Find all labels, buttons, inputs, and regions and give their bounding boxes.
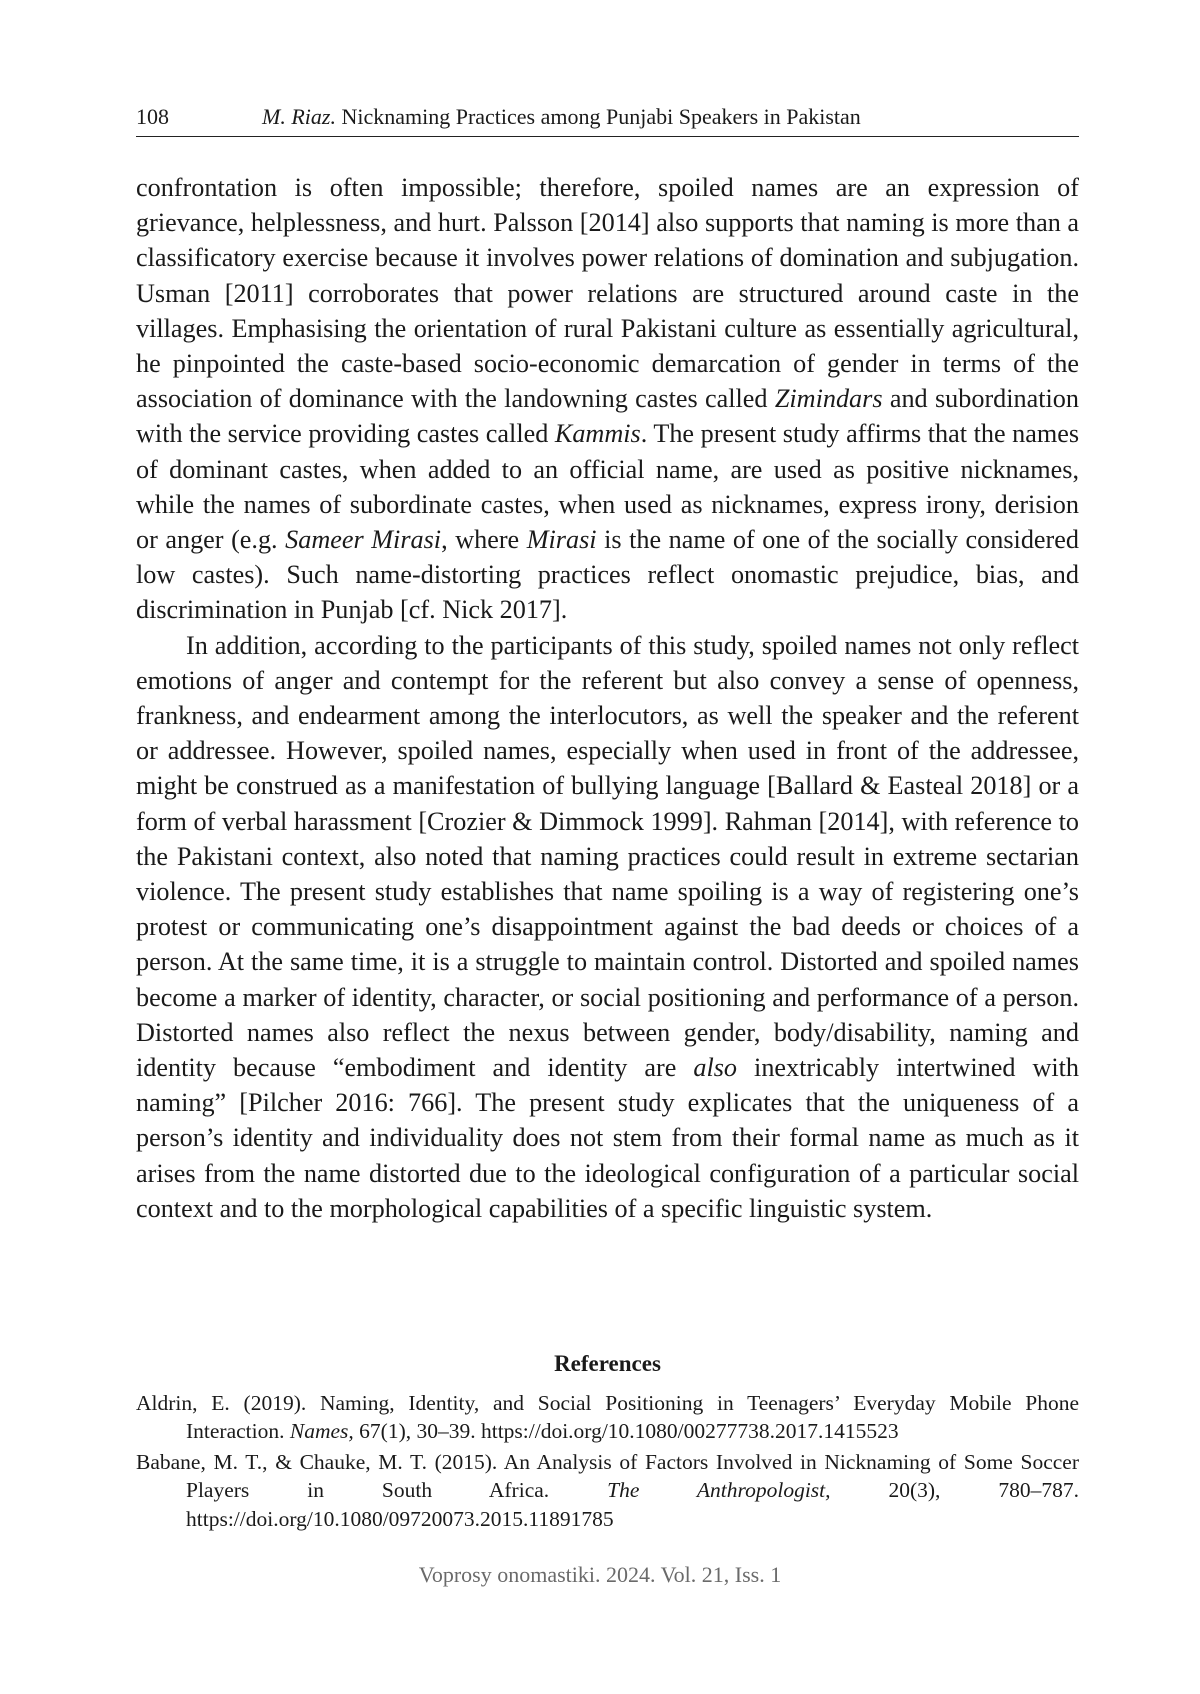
- paragraph: [136, 628, 1079, 1226]
- italic-text: Sameer Mirasi: [285, 525, 442, 555]
- italic-text: Mirasi: [526, 525, 597, 555]
- italic-text: Kammis: [554, 419, 641, 449]
- text-run: In addition, according to the participants of this study, spoiled names not only reflect emotions of anger and contempt for the referent but also convey a sense of openness, frankness, and endearment among the interlocutors, as well the speaker and the referent or addressee. However, spoiled names, especially when used in front of the addressee, might be construed as a manifestation of bullying language [Ballard & Easteal 2018] or a form of verbal harassment [Crozier & Dimmock 1999]. Rahman [2014], with reference to the Pakistani context, also noted that naming practices could result in extreme sectarian violence. The present study establishes that name spoiling is a way of registering one’s protest or communicating one’s disappointment against the bad deeds or choices of a person. At the same time, it is a struggle to maintain control. Distorted and spoiled names become a marker of identity, character, or social positioning and performance of a person. Distorted names also reflect the nexus between gender, body/disability, naming and identity because “embodiment and identity are: [136, 630, 1079, 1083]
- text-run: Babane, M. T., & Chauke, M. T. (2015). An Analysis of Factors Involved in Nicknaming of Some Soccer Players in South Africa.: [136, 1449, 1079, 1502]
- paragraph: [136, 170, 1079, 628]
- text-run: confrontation is often impossible; therefore, spoiled names are an expression of grievance, helplessness, and hurt. Palsson [2014] also supports that naming is more than a classificatory exercise because it involves power relations of domination and subjugation. Usman [2011] corroborates that power relations are structured around caste in the villages. Emphasising the orientation of rural Pakistani culture as essentially agricultural, he pinpointed the caste-based socio-economic demarcation of gender in terms of the association of dominance with the landowning castes called: [136, 173, 1079, 414]
- text-run: Aldrin, E. (2019). Naming, Identity, and Social Positioning in Teenagers’ Everyday Mobile Phone Interaction.: [136, 1390, 1079, 1443]
- reference-entry: [136, 1448, 1079, 1534]
- italic-text: Names,: [289, 1419, 354, 1443]
- running-title-text: Nicknaming Practices among Punjabi Speakers in Pakistan: [341, 104, 861, 129]
- text-run: inextricably intertwined with naming” [Pilcher 2016: 766]. The present study explicates that the uniqueness of a person’s identity and individuality does not stem from their formal name as much as it arises from the name distorted due to the ideological configuration of a particular social context and to the morphological capabilities of a specific linguistic system.: [136, 1053, 1080, 1223]
- text-run: , where: [441, 525, 527, 555]
- references-heading: References: [554, 1351, 661, 1376]
- text-run: . The present study affirms that the names of dominant castes, when added to an official name, are used as positive nicknames, while the names of subordinate castes, when used as nicknames, express irony, derision or anger (e.g.: [136, 419, 1080, 555]
- reference-entry: [136, 1389, 1079, 1446]
- references-section: [136, 1350, 1079, 1535]
- running-title-author: M. Riaz.: [262, 104, 336, 129]
- italic-text: The Anthropologist,: [607, 1478, 831, 1502]
- running-header: [136, 104, 1079, 137]
- italic-text: Zimindars: [774, 384, 883, 414]
- text-run: is the name of one of the socially considered low castes). Such name-distorting practices reflect onomastic prejudice, bias, and discrimination in Punjab [cf. Nick 2017].: [136, 525, 1079, 625]
- journal-footer: Voprosy onomastiki. 2024. Vol. 21, Iss. 1: [418, 1562, 782, 1587]
- article-body: [136, 170, 1079, 1226]
- text-run: 20(3), 780–787. https://doi.org/10.1080/09720073.2015.11891785: [186, 1478, 1079, 1531]
- text-run: 67(1), 30–39. https://doi.org/10.1080/00277738.2017.1415523: [353, 1419, 899, 1443]
- running-title: [262, 104, 861, 130]
- text-run: and subordination with the service providing castes called: [136, 384, 1079, 449]
- italic-text: also: [693, 1053, 738, 1083]
- page-number: 108: [136, 104, 169, 129]
